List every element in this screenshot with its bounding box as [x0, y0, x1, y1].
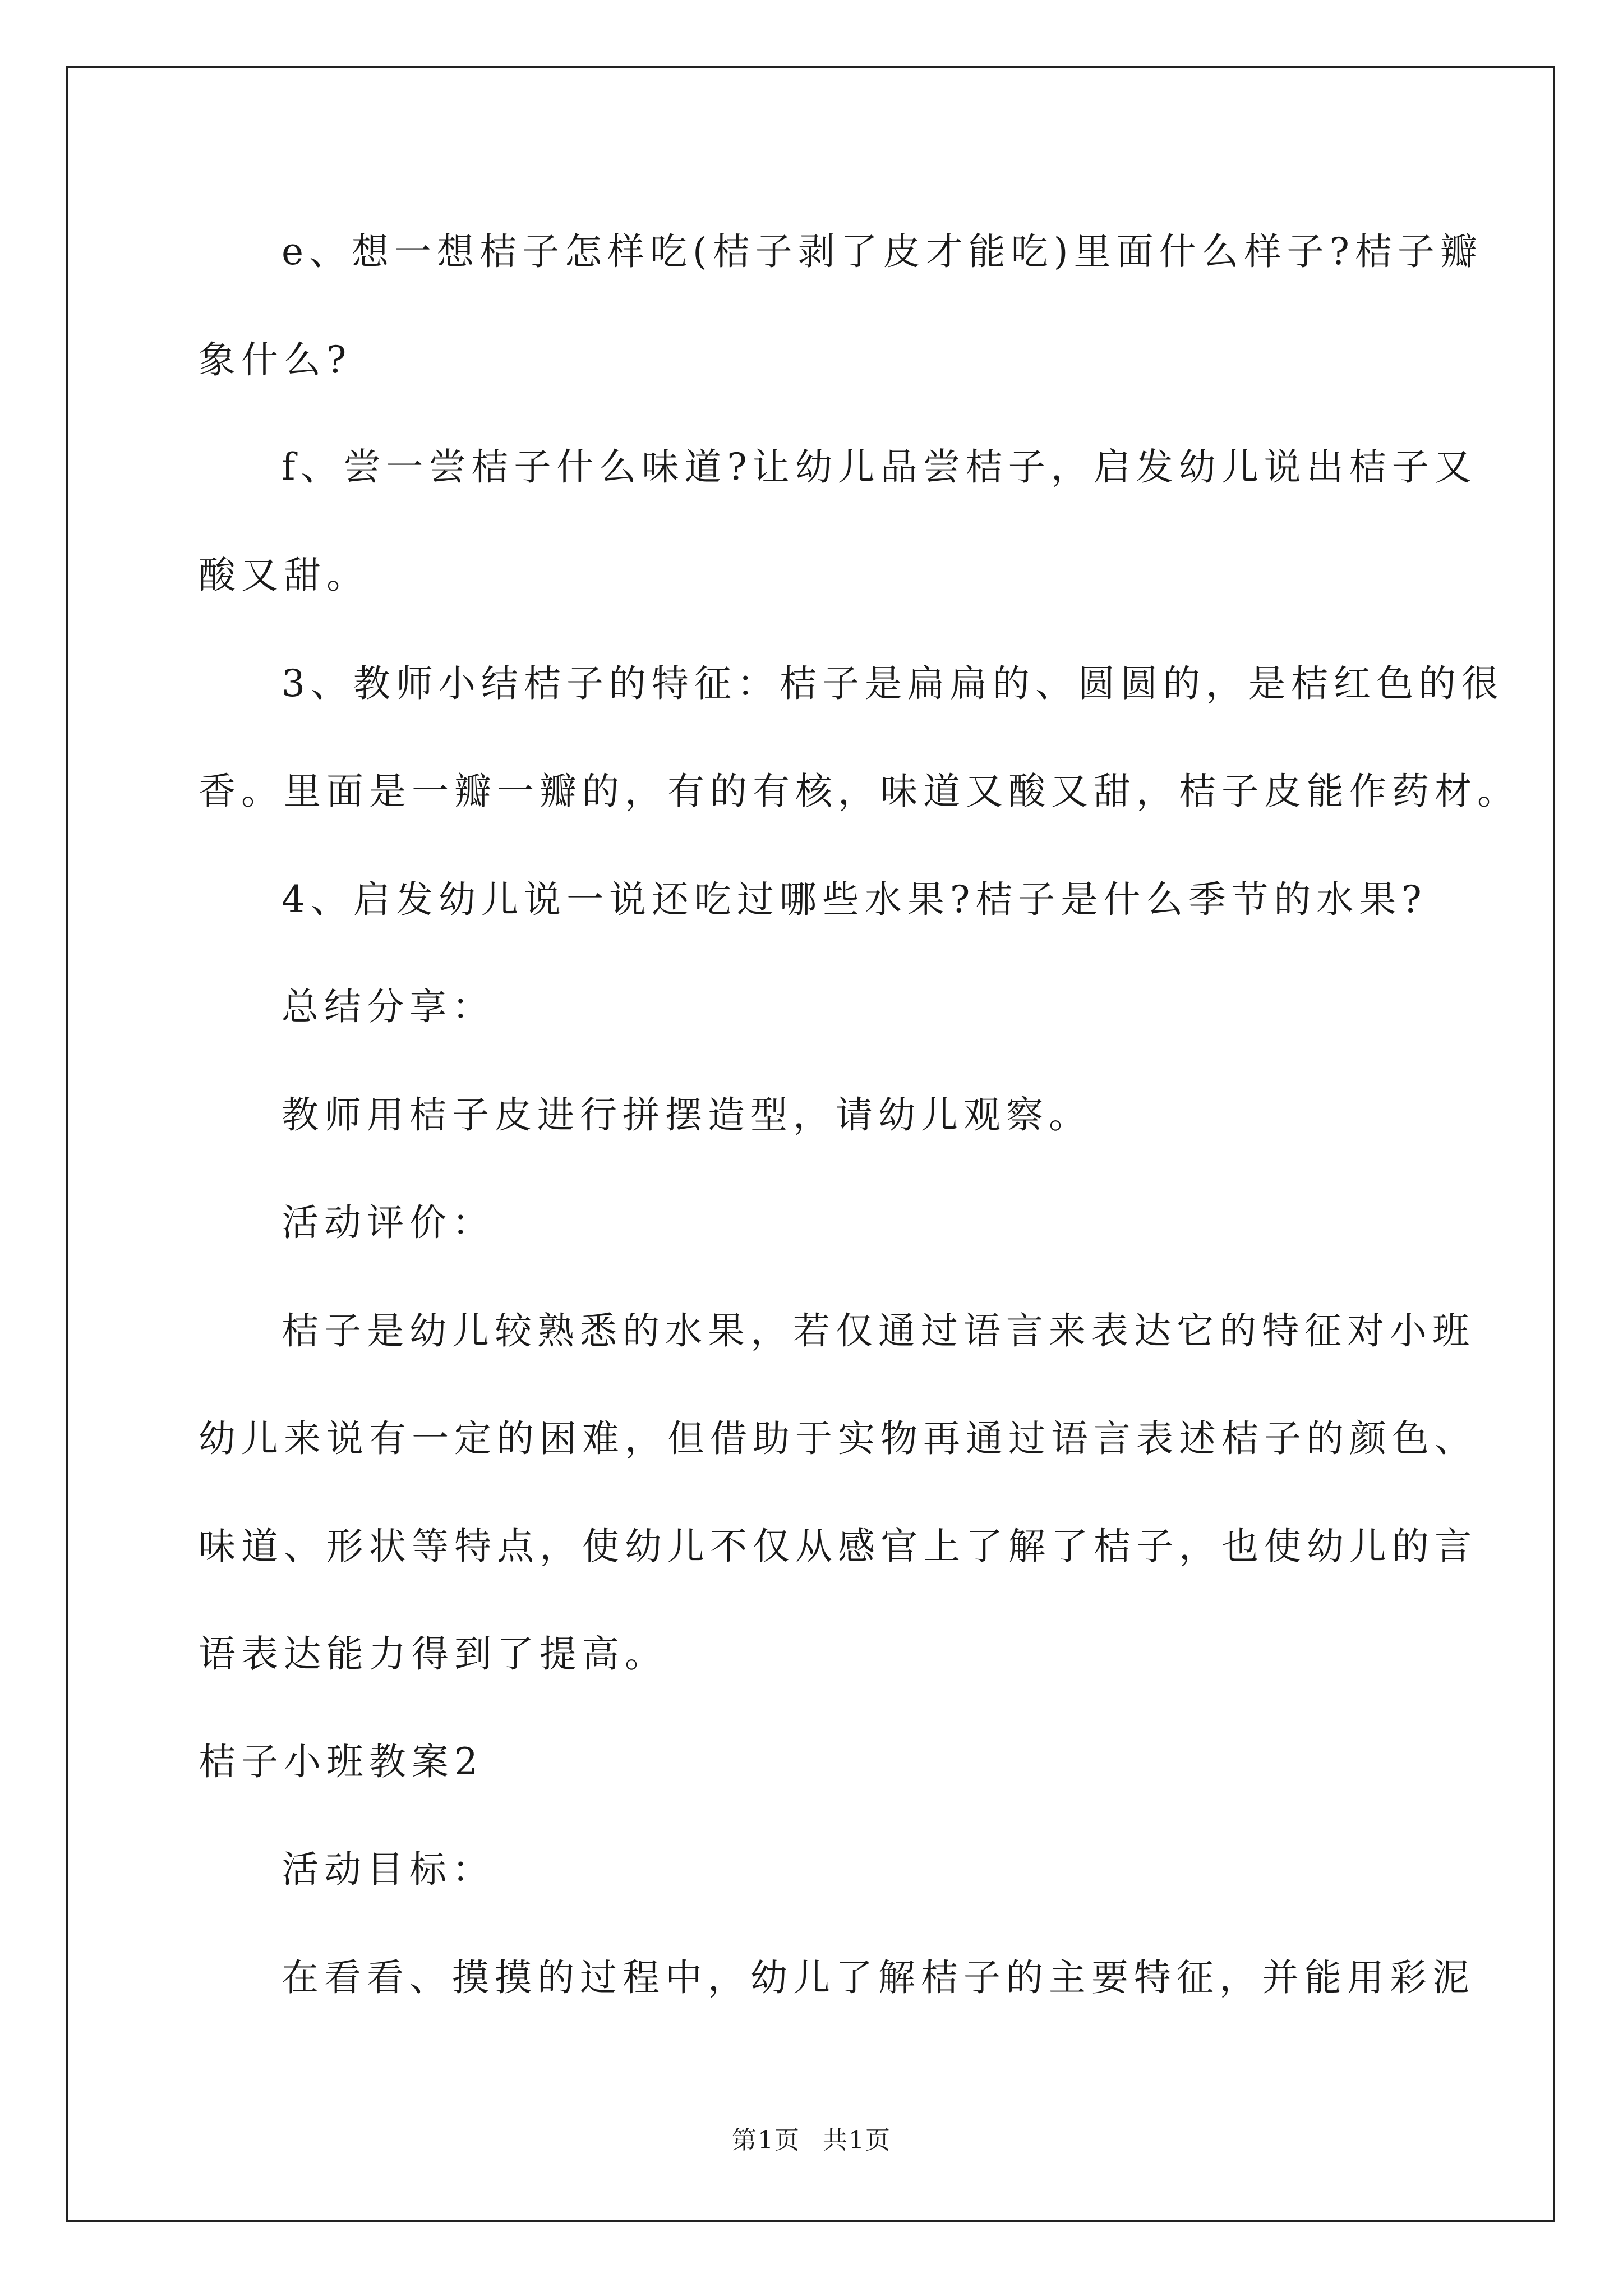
- section-label: 总结分享：: [282, 985, 495, 1028]
- page-border: [66, 66, 1555, 2222]
- paragraph-text: 酸又甜。: [199, 554, 369, 597]
- paragraph-text: 3、教师小结桔子的特征：桔子是扁扁的、圆圆的，是桔红色的很: [282, 662, 1504, 705]
- paragraph-text: 香。里面是一瓣一瓣的，有的有核，味道又酸又甜，桔子皮能作药材。: [199, 770, 1520, 813]
- paragraph-text: 教师用桔子皮进行拼摆造型，请幼儿观察。: [282, 1093, 1091, 1137]
- paragraph-text: 幼儿来说有一定的困难，但借助于实物再通过语言表述桔子的颜色、: [199, 1417, 1477, 1460]
- section-heading: 桔子小班教案2: [199, 1740, 483, 1783]
- section-label: 活动评价：: [282, 1201, 495, 1244]
- paragraph-text: 在看看、摸摸的过程中，幼儿了解桔子的主要特征，并能用彩泥: [282, 1956, 1475, 1999]
- paragraph-text: 象什么?: [199, 338, 352, 381]
- paragraph-text: 桔子是幼儿较熟悉的水果，若仅通过语言来表达它的特征对小班: [282, 1309, 1475, 1352]
- paragraph-text: f、尝一尝桔子什么味道?让幼儿品尝桔子，启发幼儿说出桔子又: [282, 445, 1477, 489]
- paragraph-text: 语表达能力得到了提高。: [199, 1632, 667, 1676]
- page-number: 第1页: [732, 2126, 800, 2155]
- paragraph-text: 4、启发幼儿说一说还吃过哪些水果?桔子是什么季节的水果?: [282, 878, 1427, 921]
- paragraph-text: 味道、形状等特点，使幼儿不仅从感官上了解了桔子，也使幼儿的言: [199, 1525, 1477, 1568]
- section-label: 活动目标：: [282, 1848, 495, 1891]
- page-footer: [0, 2128, 1623, 2153]
- page-total: 共1页: [823, 2126, 891, 2155]
- paragraph-text: e、想一想桔子怎样吃(桔子剥了皮才能吃)里面什么样子?桔子瓣: [282, 230, 1483, 273]
